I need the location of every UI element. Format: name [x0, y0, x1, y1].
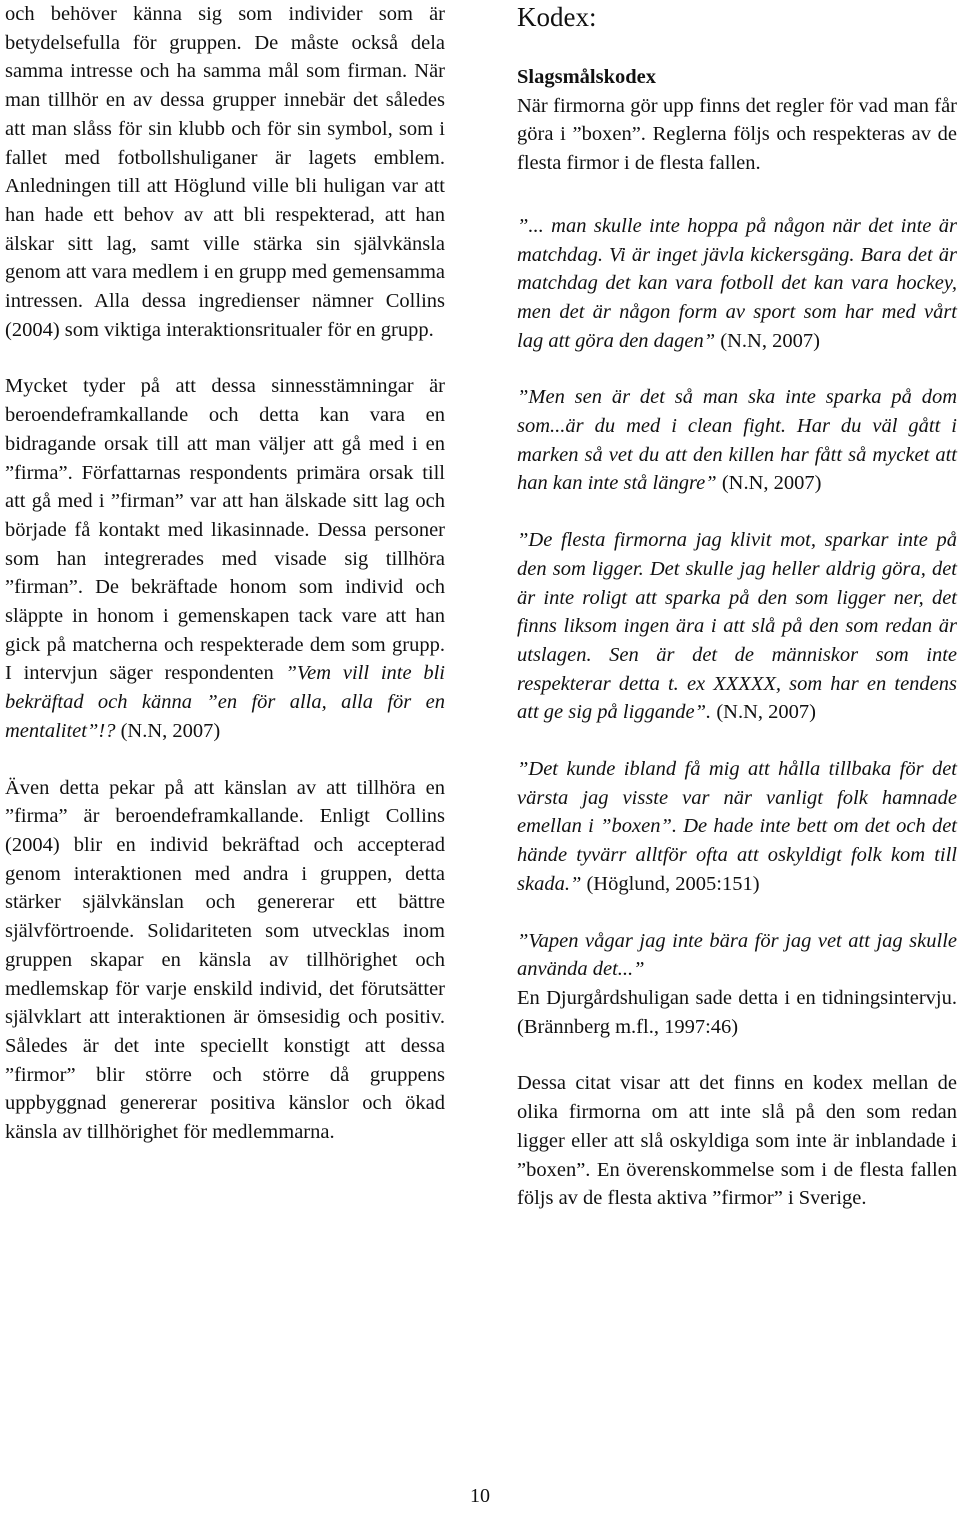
paragraph-motivation: och behöver känna sig som individer som är betydelsefulla för gruppen. De måste också dela samma intresse och ha samma mål som firman. När man tillhör en av dessa grupper innebär det således att man slåss för sin klubb och för sin symbol, som i fallet med fotbollshuliganer är lagets emblem. Anledningen till att Höglund ville bli huligan var att han hade ett behov av att bli respekterad, att han älskar sitt lag, samt ville stärka sin självkänsla genom att vara medlem i en grupp med gemensamma intressen. Alla dessa ingredienser nämner Collins (2004) som viktiga interaktionsritualer för en grupp.: [5, 3, 445, 341]
quote-text: ”De flesta firmorna jag klivit mot, sparkar inte på den som ligger. Det skulle jag heller aldrig göra, det är inte roligt att sparka på den som ligger ner, det finns liksom ingen ära i att slå på den som redan är utslagen. Sen är det de människor som inte respekterar detta t. ex XXXXX, som har en tendens att ge sig på liggande”.: [517, 529, 957, 724]
paragraph-addiction-text: Mycket tyder på att dessa sinnesstämningar är beroendeframkallande och detta kan vara en bidragande orsak till att man väljer att gå med i en ”firma”. Författarnas respondents primära orsak till att gå med i ”firman” var att han älskade sitt lag och började få kontakt med likasinnade. Dessa personer som han integrerades med visade sig tillhöra ”firman”. De bekräftade honom som individ och släppte in honom i gemenskapen tack vare att han gick på matcherna och respekterade dem som grupp. I intervjun säger respondenten: [5, 375, 445, 685]
respondent-quote: ”Vem vill inte bli bekräftad och känna ”en för alla, alla för en mentalitet”!?: [5, 662, 446, 742]
quote-block: [517, 927, 957, 1042]
quote-source: En Djurgårdshuligan sade detta i en tidningsintervju. (Brännberg m.fl., 1997:46): [517, 986, 957, 1038]
quote-block: [517, 212, 957, 356]
quote-text: ”Men sen är det så man ska inte sparka på dom som...är du med i clean fight. Har du väl gått i marken så vet du att den killen har fått så mycket att han kan inte stå längre”: [517, 386, 957, 495]
intro-paragraph: När firmorna gör upp finns det regler för vad man får göra i ”boxen”. Reglerna följs och respekteras av de flesta firmor i de flesta fallen.: [517, 94, 957, 175]
quote-text: ”... man skulle inte hoppa på någon när det inte är matchdag. Vi är inget jävla kickersgäng. Bara det är matchdag det kan vara fotboll det kan vara hockey, men det är någon form av sport som har med vårt lag att göra den dagen”: [517, 214, 957, 352]
quote-citation: (N.N, 2007): [716, 472, 822, 495]
subheading: Slagsmålskodex: [517, 66, 656, 88]
paragraph-addiction: [5, 372, 445, 745]
quote-block: [517, 383, 957, 498]
paragraph-belonging: Även detta pekar på att känslan av att tillhöra en ”firma” är beroendeframkallande. Enligt Collins (2004) blir en individ bekräftad och accepterad genom interaktionen med andra i gruppen, detta stärker självkänslan och genererar ett bättre självförtroende. Solidariteten som utvecklas inom gruppen skapar en känsla av tillhörighet och medlemskap för varje enskild individ, det förutsätter självklart att interaktionen är ömsesidig och positiv. Således är det inte speciellt konstigt att dessa ”firmor” blir större och större då gruppens uppbyggnad genererar positiva känslor och ökad känsla av tillhörighet för medlemmarna.: [5, 776, 445, 1144]
page-number: 10: [470, 1485, 490, 1507]
left-column: [5, 0, 445, 1147]
right-column: [517, 0, 957, 1213]
quote-citation: (N.N, 2007): [715, 329, 820, 352]
quote-text: ”Vapen vågar jag inte bära för jag vet att jag skulle använda det...”: [517, 929, 957, 981]
quote-block: [517, 755, 957, 899]
conclusion-paragraph: Dessa citat visar att det finns en kodex mellan de olika firmorna om att inte slå på den som redan ligger eller att slå oskyldiga som inte är inblandade i ”boxen”. En överenskommelse som i de flesta fallen följs av de flesta aktiva ”firmor” i Sverige.: [517, 1072, 957, 1210]
respondent-citation: (N.N, 2007): [115, 719, 221, 742]
section-title: Kodex:: [517, 2, 597, 32]
quote-citation: (Höglund, 2005:151): [581, 872, 760, 895]
quote-block: [517, 526, 957, 727]
quote-citation: (N.N, 2007): [711, 701, 816, 724]
quote-text: ”Det kunde ibland få mig att hålla tillbaka för det värsta jag visste var när vanligt folk hamnade emellan i ”boxen”. De hade inte bett om det och det hände tyvärr alltför ofta att oskyldigt folk kom till skada.”: [517, 758, 957, 895]
